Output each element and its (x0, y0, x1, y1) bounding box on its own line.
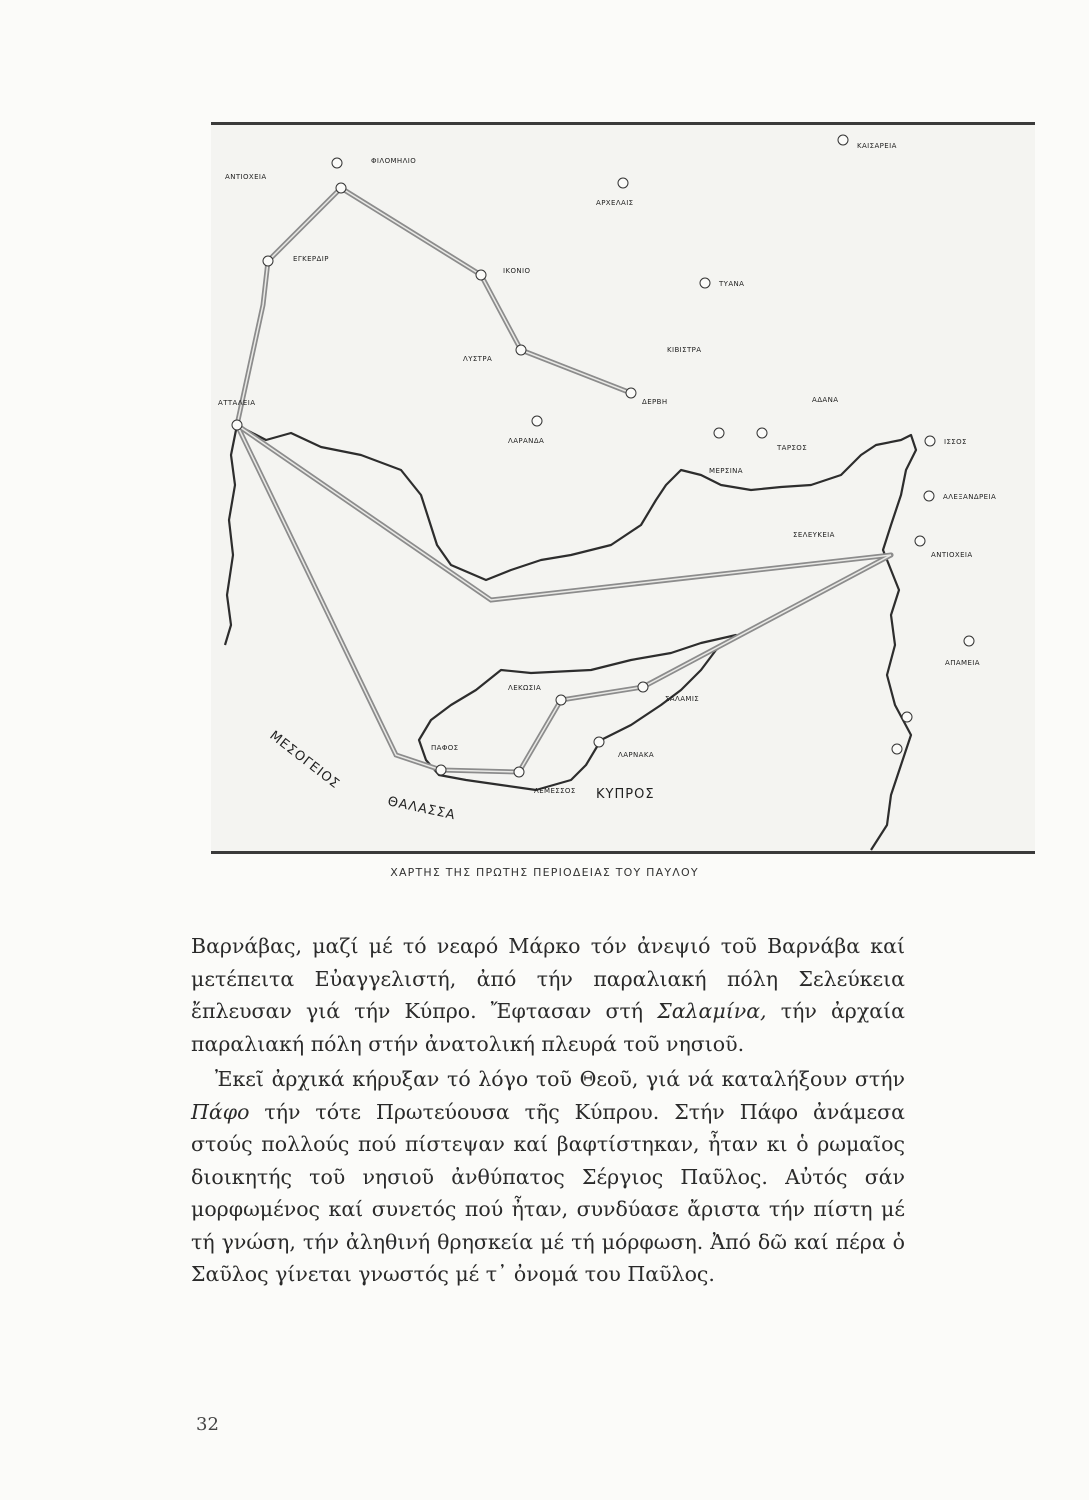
city-alexandreia (924, 491, 996, 501)
svg-text:ΑΔΑΝΑ: ΑΔΑΝΑ (812, 396, 839, 404)
svg-text:ΚΑΙΣΑΡΕΙΑ: ΚΑΙΣΑΡΕΙΑ (857, 142, 897, 150)
svg-text:ΑΤΤΑΛΕΙΑ: ΑΤΤΑΛΕΙΑ (218, 399, 256, 407)
svg-text:ΑΠΑΜΕΙΑ: ΑΠΑΜΕΙΑ (945, 659, 980, 667)
svg-text:ΙΚΟΝΙΟ: ΙΚΟΝΙΟ (503, 267, 531, 275)
paragraph-2-italic: Πάφο (191, 1099, 250, 1124)
city-salamis (638, 682, 699, 703)
city-apameia (892, 636, 980, 754)
paragraph-1-italic: Σαλαμίνα, (657, 999, 767, 1023)
cyprus-label: ΚΥΠΡΟΣ (596, 787, 655, 802)
paragraph-2-end: τήν τότε Πρωτεύουσα τῆς Κύπρου. Στήν Πάφο ἀνάμεσα στούς πολλούς πού πίστεψαν καί βαφτίστηκαν, ἦταν κι ὁ ρωμαῖος διοικητής τοῦ νησιοῦ ἀνθύπατος Σέργιος Παῦλος. Αὐτός σάν μορφωμένος καί συνετός πού ἦταν, συνδύασε ἄριστα τήν πίστη μέ τή γνώση, τήν ἀληθινή θρησκεία μέ τή μόρφωση. Ἀπό δῶ καί πέρα ὁ Σαῦλος γίνεται γνωστός μέ τ᾽ ὀνομά του Παῦλος. (191, 1099, 905, 1286)
city-kivistra (667, 346, 701, 354)
svg-text:ΑΝΤΙΟΧΕΙΑ: ΑΝΤΙΟΧΕΙΑ (931, 551, 973, 559)
svg-text:ΜΕΡΣΙΝΑ: ΜΕΡΣΙΝΑ (709, 467, 743, 475)
journey-routes (237, 188, 891, 772)
city-larnaka (594, 737, 654, 759)
sea-label-2: ΘΑΛΑΣΣΑ (386, 794, 458, 824)
svg-text:ΑΛΕΞΑΝΔΡΕΙΑ: ΑΛΕΞΑΝΔΡΕΙΑ (943, 493, 997, 501)
city-mersina (709, 467, 743, 475)
body-text (191, 930, 905, 1291)
svg-text:ΠΑΦΟΣ: ΠΑΦΟΣ (431, 744, 459, 752)
sea-label-1: ΜΕΣΟΓΕΙΟΣ (266, 728, 343, 793)
svg-text:ΤΥΑΝΑ: ΤΥΑΝΑ (719, 280, 745, 288)
paragraph-1 (191, 930, 905, 1060)
svg-text:ΛΑΡΑΝΔΑ: ΛΑΡΑΝΔΑ (508, 437, 545, 445)
svg-text:ΚΙΒΙΣΤΡΑ: ΚΙΒΙΣΤΡΑ (667, 346, 702, 354)
map-caption: ΧΑΡΤΗΣ ΤΗΣ ΠΡΩΤΗΣ ΠΕΡΙΟΔΕΙΑΣ ΤΟΥ ΠΑΥΛΟΥ (390, 866, 699, 879)
city-attaleia (218, 399, 255, 430)
city-antiocheia-syria (915, 536, 973, 559)
city-lefkosia (508, 684, 566, 705)
svg-text:ΛΕΚΩΣΙΑ: ΛΕΚΩΣΙΑ (508, 684, 542, 692)
svg-text:ΤΑΡΣΟΣ: ΤΑΡΣΟΣ (777, 444, 808, 452)
paragraph-1-text: Βαρνάβας, μαζί μέ τό νεαρό Μάρκο τόν ἀνεψιό τοῦ Βαρνάβα καί μετέπειτα Εὐαγγελιστή, ἀπό τήν παραλιακή πόλη Σελεύκεια ἔπλευσαν γιά τήν Κύπρο. Ἔφτασαν στή (191, 934, 905, 1023)
paragraph-2 (191, 1063, 905, 1291)
city-filomilio (332, 157, 416, 168)
svg-text:ΦΙΛΟΜΗΛΙΟ: ΦΙΛΟΜΗΛΙΟ (371, 157, 417, 165)
city-tarsos (714, 428, 807, 452)
city-archelais (596, 178, 634, 207)
city-derbi (626, 388, 668, 406)
svg-text:ΕΓΚΕΡΔΙΡ: ΕΓΚΕΡΔΙΡ (293, 255, 329, 263)
cyprus-coastline (419, 635, 736, 790)
svg-text:ΣΕΛΕΥΚΕΙΑ: ΣΕΛΕΥΚΕΙΑ (793, 531, 835, 539)
svg-text:ΑΝΤΙΟΧΕΙΑ: ΑΝΤΙΟΧΕΙΑ (225, 173, 267, 181)
page-number: 32 (196, 1414, 219, 1435)
city-antiocheia-pisidia (225, 173, 346, 193)
svg-text:ΛΥΣΤΡΑ: ΛΥΣΤΡΑ (463, 355, 493, 363)
city-seleukeia (793, 531, 835, 539)
city-lystra (463, 345, 526, 363)
svg-text:ΙΣΣΟΣ: ΙΣΣΟΣ (944, 438, 967, 446)
svg-text:ΛΕΜΕΣΣΟΣ: ΛΕΜΕΣΣΟΣ (534, 787, 576, 795)
paragraph-1-end: τήν ἀρχαία παραλιακή πόλη στήν ἀνατολική πλευρά τοῦ νησιοῦ. (191, 999, 905, 1056)
city-adana (812, 396, 838, 404)
journey-map (211, 122, 1035, 854)
paragraph-2-text: Ἐκεῖ ἀρχικά κήρυξαν τό λόγο τοῦ Θεοῦ, γιά νά καταλήξουν στήν (215, 1067, 905, 1091)
city-ikonio (476, 267, 530, 280)
city-issos (925, 436, 967, 446)
svg-text:ΑΡΧΕΛΑΙΣ: ΑΡΧΕΛΑΙΣ (596, 199, 634, 207)
svg-text:ΣΑΛΑΜΙΣ: ΣΑΛΑΜΙΣ (665, 695, 700, 703)
city-tyana (700, 278, 744, 288)
svg-text:ΛΑΡΝΑΚΑ: ΛΑΡΝΑΚΑ (618, 751, 655, 759)
city-kaisareia (838, 135, 897, 150)
map-drawing (211, 125, 1035, 851)
svg-text:ΔΕΡΒΗ: ΔΕΡΒΗ (642, 398, 668, 406)
city-laranda (508, 416, 544, 445)
